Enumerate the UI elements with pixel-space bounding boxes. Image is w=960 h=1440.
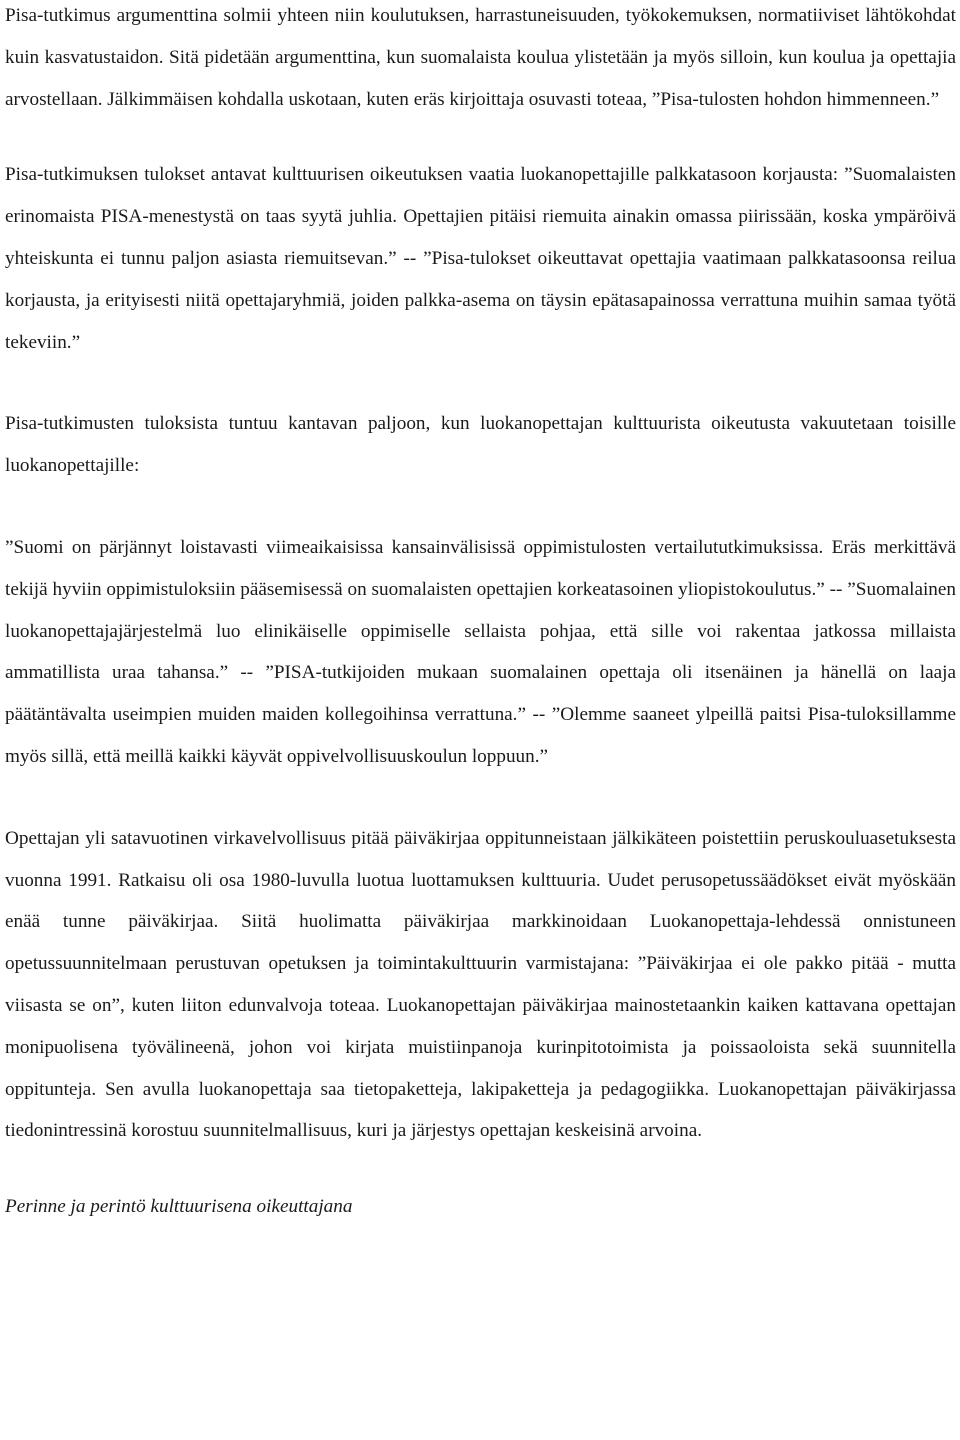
document-page (5, 0, 956, 1228)
paragraph-pisa-quotes: ”Suomi on pärjännyt loistavasti viimeaikaisissa kansainvälisissä oppimistulosten vertailututkimuksissa. Eräs merkittävä tekijä hyviin oppimistuloksiin pääsemisessä on suomalaisten opettajien korkeatasoinen yliopistokoulutus.” -- ”Suomalainen luokanopettajajärjestelmä luo elinikäiselle oppimiselle sellaista pohjaa, että sille voi rakentaa jatkossa millaista ammatillista uraa tahansa.” -- ”PISA-tutkijoiden mukaan suomalainen opettaja oli itsenäinen ja hänellä on laaja päätäntävalta useimpien muiden maiden kollegoihinsa verrattuna.” -- ”Olemme saaneet ylpeillä paitsi Pisa-tuloksillamme myös sillä, että meillä kaikki käyvät oppivelvollisuuskoulun loppuun.” (5, 536, 956, 767)
paragraph-pisa-argument: Pisa-tutkimus argumenttina solmii yhteen niin koulutuksen, harrastuneisuuden, työkokemuksen, normatiiviset lähtökohdat kuin kasvatustaidon. Sitä pidetään argumenttina, kun suomalaista koulua ylistetään ja myös silloin, kun koulua ja opettajia arvostellaan. Jälkimmäisen kohdalla uskotaan, kuten eräs kirjoittaja osuvasti toteaa, ”Pisa-tulosten hohdon himmenneen.” (5, 5, 956, 110)
paragraph-pisa-salary: Pisa-tutkimuksen tulokset antavat kulttuurisen oikeutuksen vaatia luokanopettajille palkkatasoon korjausta: ”Suomalaisten erinomaista PISA-menestystä on taas syytä juhlia. Opettajien pitäisi riemuita ainakin omassa piirissään, koska ympäröivä yhteiskunta ei tunnu paljon asiasta riemuitsevan.” -- ”Pisa-tulokset oikeuttavat opettajia vaatimaan palkkatasoonsa reilua korjausta, ja erityisesti niitä opettajaryhmiä, joiden palkka-asema on täysin epätasapainossa verrattuna muihin samaa työtä tekeviin.” (5, 164, 956, 353)
paragraph-teacher-diary: Opettajan yli satavuotinen virkavelvollisuus pitää päiväkirjaa oppitunneistaan jälkikäteen poistettiin peruskouluasetuksesta vuonna 1991. Ratkaisu oli osa 1980-luvulla luotua luottamuksen kulttuuria. Uudet perusopetussäädökset eivät myöskään enää tunne päiväkirjaa. Siitä huolimatta päiväkirjaa markkinoidaan Luokanopettaja-lehdessä onnistuneen opetussuunnitelmaan perustuvan opetuksen ja toimintakulttuurin varmistajana: ”Päiväkirjaa ei ole pakko pitää - mutta viisasta se on”, kuten liiton edunvalvoja toteaa. Luokanopettajan päiväkirjaa mainostetaankin kaiken kattavana opettajan monipuolisena työvälineenä, johon voi kirjata muistiinpanoja kurinpitotoimista ja poissaoloista sekä suunnitella oppitunteja. Sen avulla luokanopettaja saa tietopaketteja, lakipaketteja ja pedagogiikka. Luokanopettajan päiväkirjassa tiedonintressinä korostuu suunnitelmallisuus, kuri ja järjestys opettajan keskeisinä arvoina. (5, 827, 956, 1142)
paragraph-pisa-legitimation: Pisa-tutkimusten tuloksista tuntuu kantavan paljoon, kun luokanopettajan kulttuurista oikeutusta vakuutetaan toisille luokanopettajille: (5, 413, 956, 477)
section-heading: Perinne ja perintö kulttuurisena oikeuttajana (5, 1196, 353, 1218)
